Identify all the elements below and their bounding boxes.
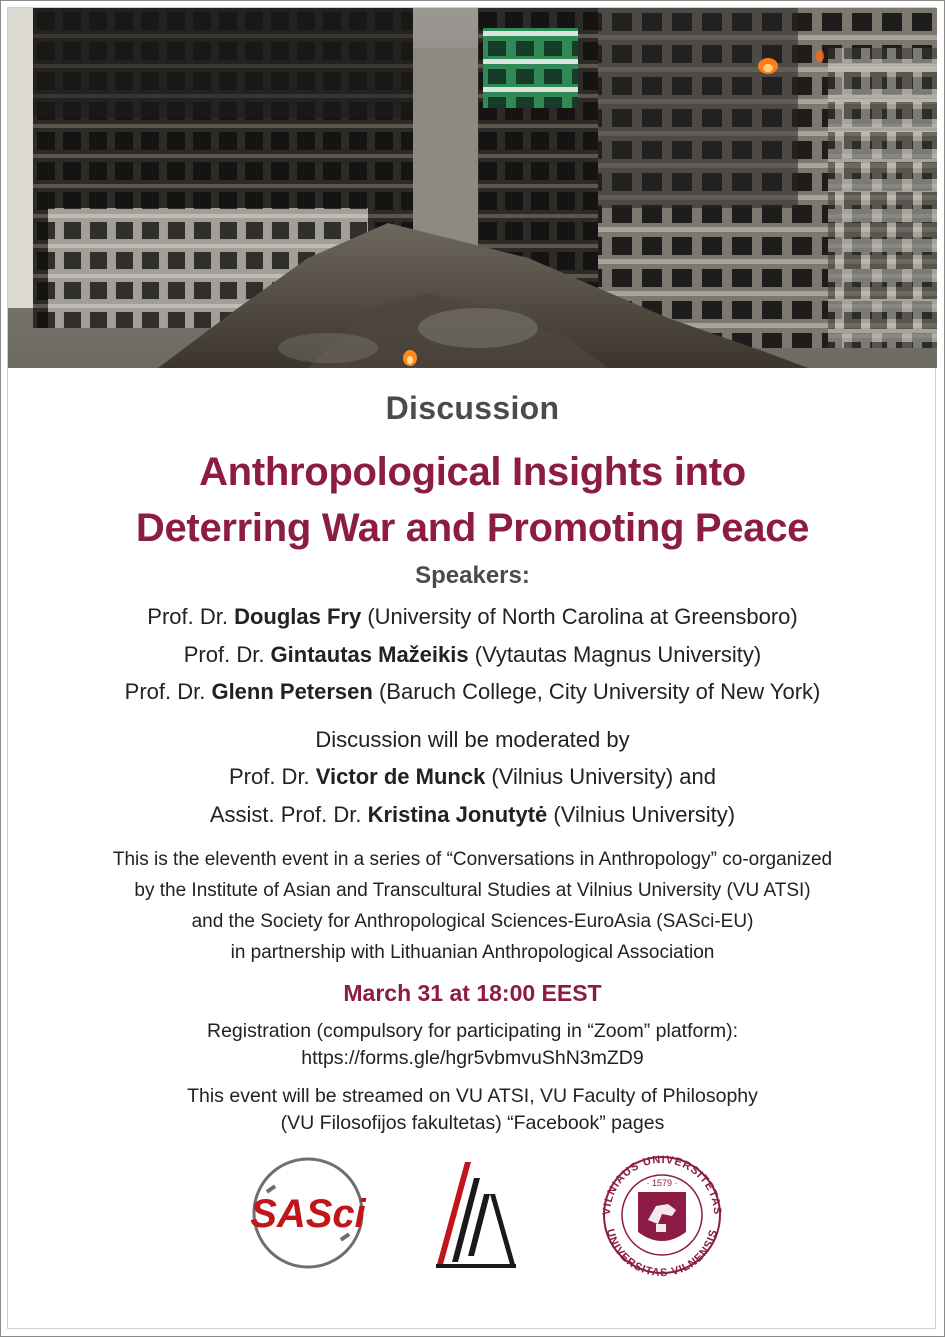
speaker-name: Gintautas Mažeikis — [270, 642, 469, 667]
series-note-line: by the Institute of Asian and Transcultural Studies at Vilnius University (VU ATSI) — [134, 880, 811, 901]
moderator-affiliation: (Vilnius University) — [547, 802, 736, 827]
moderator-name: Victor de Munck — [315, 764, 486, 789]
vilnius-university-seal — [601, 1154, 723, 1279]
speaker-line — [8, 679, 937, 705]
event-title — [8, 444, 937, 556]
moderation-intro: Discussion will be moderated by — [315, 727, 630, 752]
event-date: March 31 at 18:00 EEST — [343, 980, 602, 1006]
speaker-line — [8, 604, 937, 630]
vu-founding-year: · 1579 · — [646, 1178, 678, 1188]
hero-illustration — [8, 8, 937, 368]
speakers-heading: Speakers: — [415, 562, 530, 589]
registration-link[interactable]: https://forms.gle/hgr5vbmvuShN3mZD9 — [301, 1047, 644, 1069]
moderator-line — [8, 802, 937, 828]
series-note-line: This is the eleventh event in a series of “Conversations in Anthropology” co-organized — [112, 849, 833, 870]
speaker-title: Prof. Dr. — [147, 604, 235, 629]
series-note-line: in partnership with Lithuanian Anthropological Association — [230, 942, 715, 963]
streaming-note-line: This event will be streamed on VU ATSI, VU Faculty of Philosophy — [187, 1085, 758, 1107]
moderator-title: Prof. Dr. — [228, 764, 316, 789]
sasci-logo — [250, 1159, 366, 1267]
vu-ring-bottom-text: UNIVERSITAS VILNENSIS — [603, 1227, 721, 1280]
event-title-line-1: Anthropological Insights into — [199, 450, 746, 494]
speaker-title: Prof. Dr. — [124, 679, 212, 704]
speaker-affiliation: (Vytautas Magnus University) — [468, 642, 762, 667]
registration-text: Registration (compulsory for participating in “Zoom” platform): — [206, 1020, 738, 1042]
event-title-line-2: Deterring War and Promoting Peace — [135, 506, 810, 550]
speaker-affiliation: (Baruch College, City University of New York) — [372, 679, 821, 704]
speaker-affiliation: (University of North Carolina at Greensboro) — [361, 604, 798, 629]
speaker-name: Glenn Petersen — [211, 679, 373, 704]
vu-ring-top-text: VILNIAUS UNIVERSITETAS — [600, 1153, 724, 1216]
moderator-title: Assist. Prof. Dr. — [209, 802, 368, 827]
logos-row — [8, 1150, 937, 1280]
speaker-title: Prof. Dr. — [183, 642, 271, 667]
moderator-affiliation: (Vilnius University) and — [485, 764, 716, 789]
moderator-line — [8, 764, 937, 790]
sasci-logo-text: SASci — [250, 1192, 366, 1236]
streaming-note-line: (VU Filosofijos fakultetas) “Facebook” pages — [280, 1112, 665, 1134]
moderator-name: Kristina Jonutytė — [367, 802, 548, 827]
speaker-line — [8, 642, 937, 668]
logos-svg — [8, 1150, 937, 1280]
series-note-line: and the Society for Anthropological Sciences-EuroAsia (SASci-EU) — [191, 911, 754, 932]
hero-photo-destroyed-buildings — [8, 8, 937, 368]
speaker-name: Douglas Fry — [234, 604, 362, 629]
lithuanian-anthropological-association-logo — [436, 1162, 516, 1268]
event-kicker: Discussion — [385, 390, 560, 426]
